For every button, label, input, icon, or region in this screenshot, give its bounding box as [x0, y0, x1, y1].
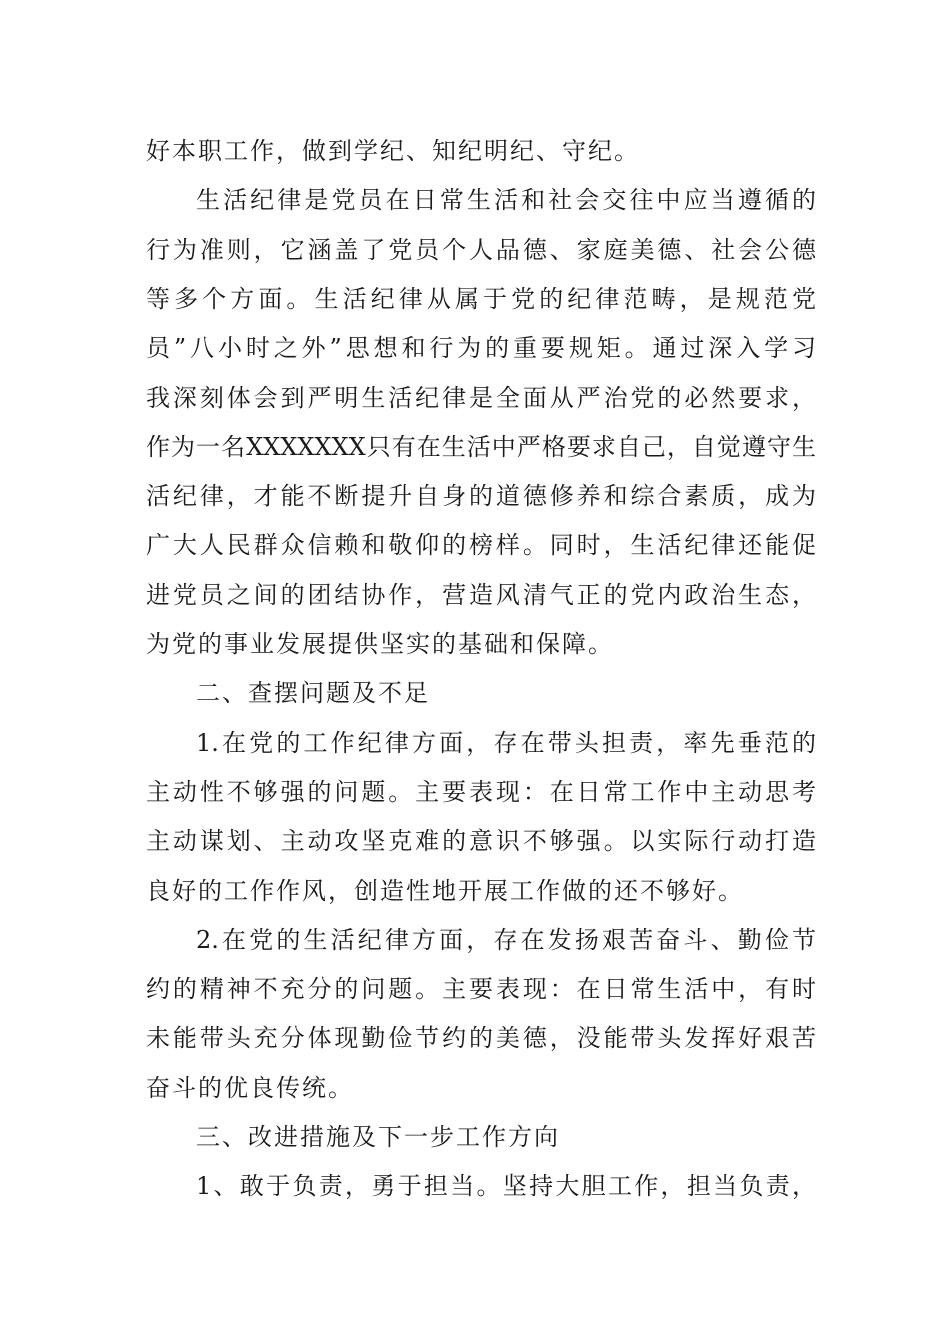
text-line: 二、查摆问题及不足	[196, 679, 430, 708]
text-line: 三、改进措施及下一步工作方向	[196, 1123, 560, 1151]
text-line: 约的精神不充分的问题。主要表现：在日常生活中，有时	[146, 975, 816, 1004]
text-line: 广大人民群众信赖和敬仰的榜样。同时，生活纪律还能促	[146, 531, 816, 560]
text-line: 作为一名XXXXXXX只有在生活中严格要求自己，自觉遵守生	[146, 432, 816, 461]
text-line: 主动谋划、主动攻坚克难的意识不够强。以实际行动打造	[146, 827, 816, 856]
text-line: 1、敢于负责，勇于担当。坚持大胆工作，担当负责，	[196, 1172, 816, 1201]
text-line: 奋斗的优良传统。	[146, 1073, 354, 1102]
text-line: 主动性不够强的问题。主要表现：在日常工作中主动思考	[146, 777, 816, 806]
text-line: 活纪律，才能不断提升自身的道德修养和综合素质，成为	[146, 482, 816, 511]
text-line: 生活纪律是党员在日常生活和社会交往中应当遵循的	[196, 186, 816, 215]
text-line: 我深刻体会到严明生活纪律是全面从严治党的必然要求，	[146, 383, 816, 412]
text-line: 好本职工作，做到学纪、知纪明纪、守纪。	[146, 137, 640, 165]
text-line: 进党员之间的团结协作，营造风清气正的党内政治生态，	[146, 580, 816, 609]
text-line: 1.在党的工作纪律方面，存在带头担责，率先垂范的	[196, 728, 816, 757]
text-line: 行为准则，它涵盖了党员个人品德、家庭美德、社会公德	[146, 235, 816, 264]
text-line: 为党的事业发展提供坚实的基础和保障。	[146, 630, 614, 658]
text-line: 未能带头充分体现勤俭节约的美德，没能带头发挥好艰苦	[146, 1024, 816, 1053]
text-line: 员”八小时之外”思想和行为的重要规矩。通过深入学习	[146, 334, 816, 363]
text-line: 2.在党的生活纪律方面，存在发扬艰苦奋斗、勤俭节	[196, 925, 816, 954]
text-line: 等多个方面。生活纪律从属于党的纪律范畴，是规范党	[146, 284, 816, 313]
text-line: 良好的工作作风，创造性地开展工作做的还不够好。	[146, 876, 744, 905]
